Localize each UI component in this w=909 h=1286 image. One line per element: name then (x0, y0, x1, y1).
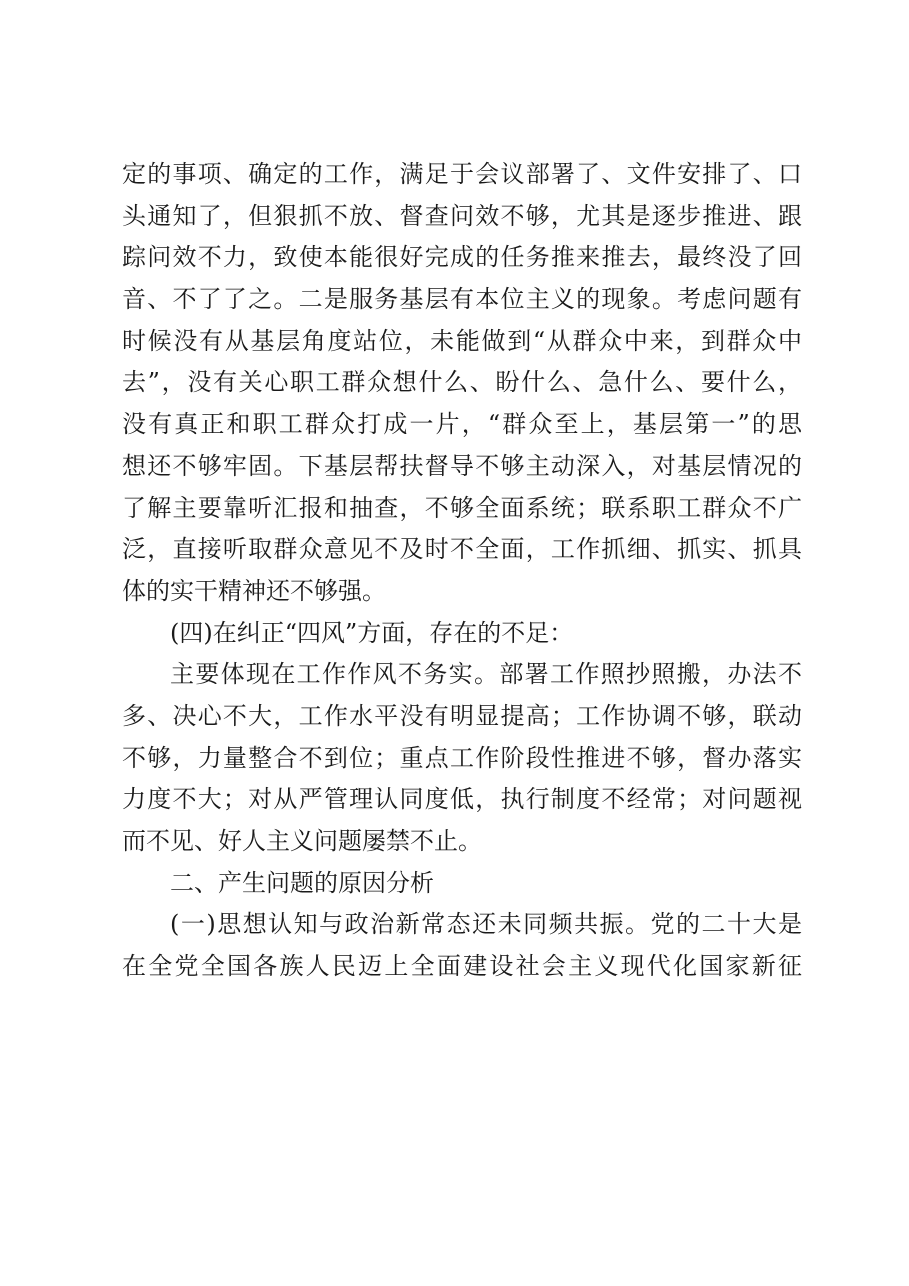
text-line: 音、不了了之。二是服务基层有本位主义的现象。考虑问题有 (122, 285, 802, 314)
text-line: 了解主要靠听汇报和抽查，不够全面系统；联系职工群众不广 (122, 493, 802, 522)
text-line: 泛，直接听取群众意见不及时不全面，工作抓细、抓实、抓具 (122, 535, 802, 564)
heading-line: 二、产生问题的原因分析 (170, 868, 434, 897)
text-line: 而不见、好人主义问题屡禁不止。 (122, 827, 482, 855)
text-line: 头通知了，但狠抓不放、督查问效不够，尤其是逐步推进、跟 (122, 201, 802, 230)
text-line: 不够，力量整合不到位；重点工作阶段性推进不够，督办落实 (122, 743, 802, 772)
heading-line: (四)在纠正“四风”方面，存在的不足： (170, 618, 574, 647)
text-line: 定的事项、确定的工作，满足于会议部署了、文件安排了、口 (122, 160, 802, 188)
text-line: 踪问效不力，致使本能很好完成的任务推来推去，最终没了回 (122, 243, 802, 272)
paragraph (122, 904, 802, 987)
text-line: 去”，没有关心职工群众想什么、盼什么、急什么、要什么， (122, 368, 802, 397)
text-line: 想还不够牢固。下基层帮扶督导不够主动深入，对基层情况的 (122, 451, 802, 480)
section-heading (122, 863, 802, 905)
text-line: 主要体现在工作作风不务实。部署工作照抄照搬，办法不 (170, 660, 802, 689)
text-line: 体的实干精神还不够强。 (122, 576, 386, 605)
text-line: 多、决心不大，工作水平没有明显提高；工作协调不够，联动 (122, 701, 802, 730)
paragraph (122, 154, 802, 613)
text-line: 时候没有从基层角度站位，未能做到“从群众中来，到群众中 (122, 326, 802, 355)
paragraph (122, 654, 802, 862)
text-line: 没有真正和职工群众打成一片，“群众至上，基层第一”的思 (122, 410, 802, 439)
text-line: 在全党全国各族人民迈上全面建设社会主义现代化国家新征 (122, 952, 802, 981)
text-line: (一)思想认知与政治新常态还未同频共振。党的二十大是 (170, 910, 802, 939)
text-line: 力度不大；对从严管理认同度低，执行制度不经常；对问题视 (122, 785, 802, 814)
section-heading (122, 613, 802, 655)
document-body (122, 154, 802, 988)
